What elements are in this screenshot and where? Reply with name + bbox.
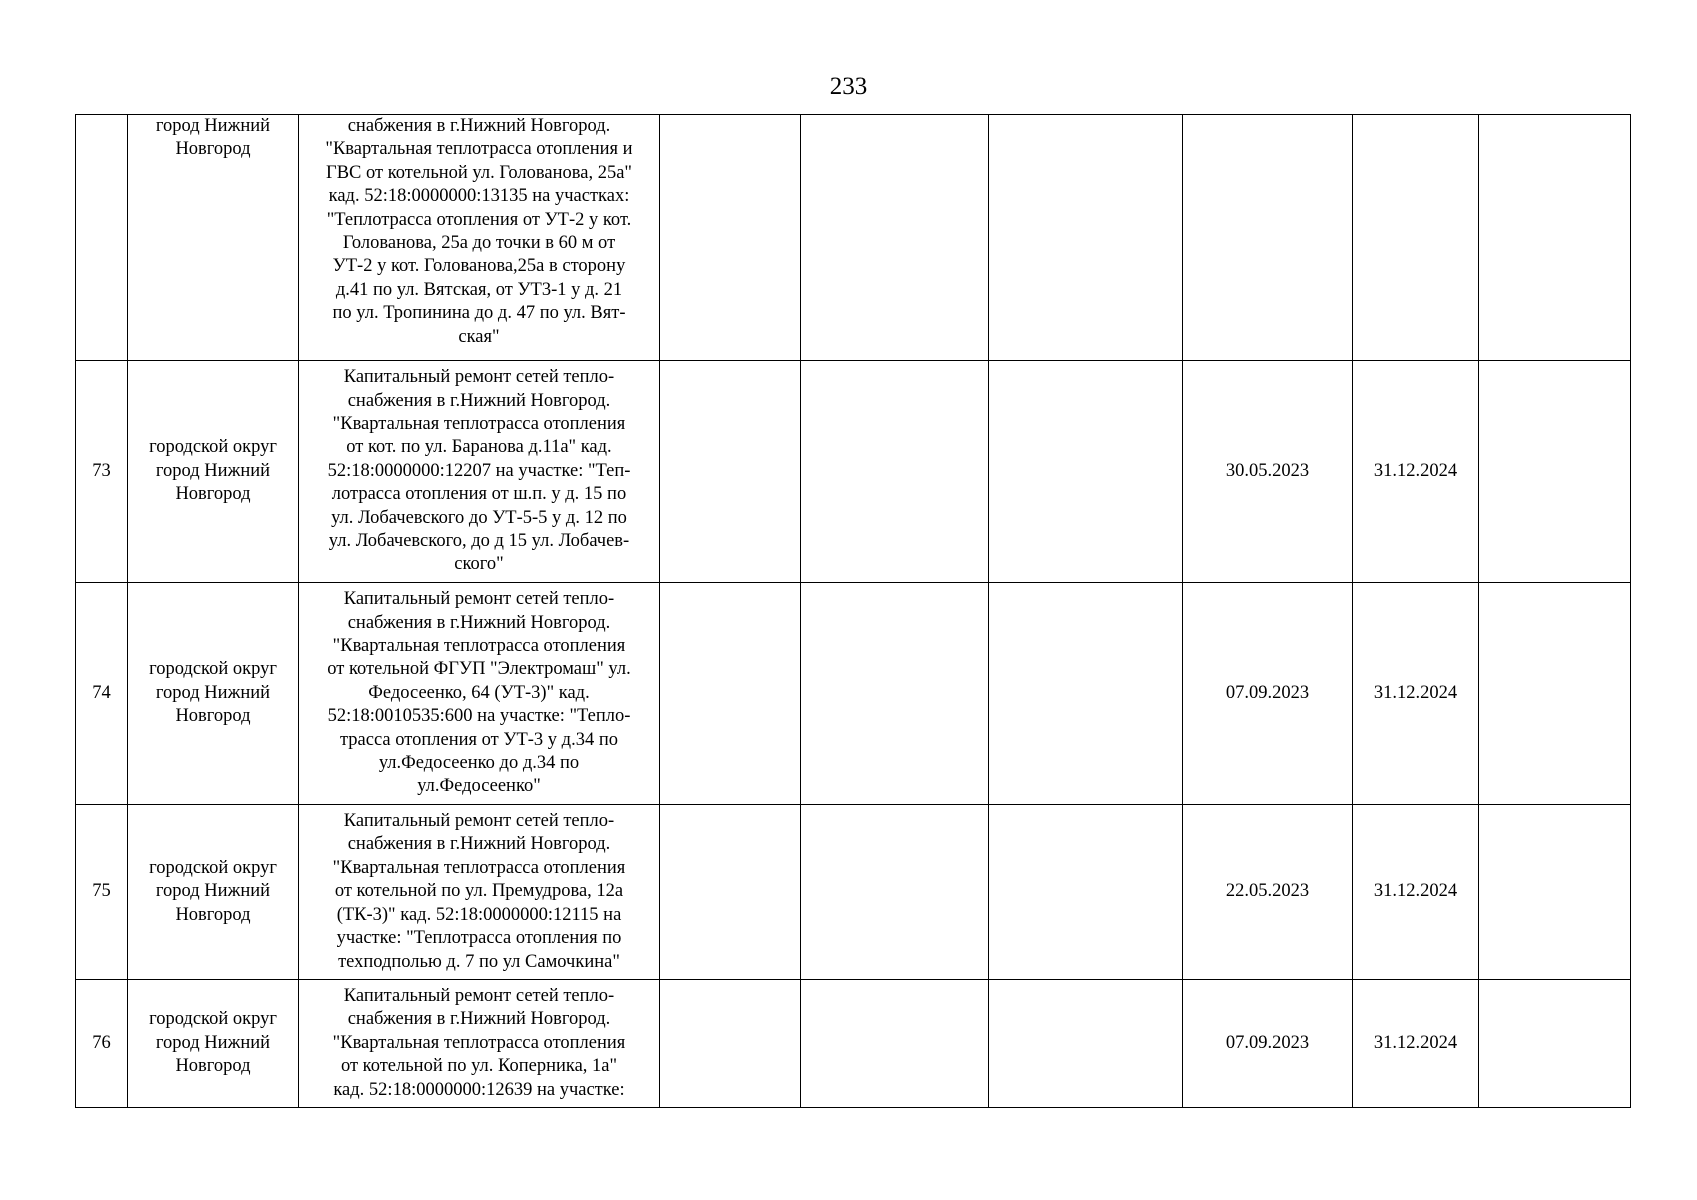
description-cell: Капитальный ремонт сетей тепло- снабжения в г.Нижний Новгород. "Квартальная теплотрасса отопления от котельной ФГУП "Электромаш" ул. Федосеенко, 64 (УТ-3)" кад. 52:18:0010535:600 на участке: "Тепло- трасса отопления от УТ-3 у д.34 по ул.Федосеенко до д.34 по ул.Федосеенко" (299, 583, 660, 805)
municipality-cell: городской округ город Нижний Новгород (128, 361, 299, 583)
empty-cell (1479, 980, 1631, 1108)
end-date-cell (1353, 115, 1479, 361)
row-number-cell: 76 (76, 980, 128, 1108)
empty-cell (660, 115, 801, 361)
start-date-cell: 07.09.2023 (1183, 980, 1353, 1108)
end-date-cell: 31.12.2024 (1353, 805, 1479, 980)
table-row (76, 805, 1631, 980)
row-number-cell: 75 (76, 805, 128, 980)
empty-cell (660, 361, 801, 583)
description-cell: Капитальный ремонт сетей тепло- снабжения в г.Нижний Новгород. "Квартальная теплотрасса отопления от котельной по ул. Коперника, 1а" кад. 52:18:0000000:12639 на участке: (299, 980, 660, 1108)
empty-cell (989, 361, 1183, 583)
municipality-cell: городской округ город Нижний Новгород (128, 805, 299, 980)
works-table (75, 114, 1631, 1108)
empty-cell (660, 805, 801, 980)
row-number-cell: 74 (76, 583, 128, 805)
empty-cell (660, 980, 801, 1108)
municipality-cell: городской округ город Нижний Новгород (128, 980, 299, 1108)
table-row (76, 115, 1631, 361)
end-date-cell: 31.12.2024 (1353, 361, 1479, 583)
row-number-cell (76, 115, 128, 361)
row-number-cell: 73 (76, 361, 128, 583)
empty-cell (1479, 361, 1631, 583)
empty-cell (1479, 115, 1631, 361)
empty-cell (801, 980, 989, 1108)
empty-cell (801, 805, 989, 980)
empty-cell (1479, 805, 1631, 980)
empty-cell (989, 115, 1183, 361)
empty-cell (660, 583, 801, 805)
table-row (76, 980, 1631, 1108)
empty-cell (989, 805, 1183, 980)
start-date-cell: 22.05.2023 (1183, 805, 1353, 980)
empty-cell (801, 583, 989, 805)
start-date-cell: 30.05.2023 (1183, 361, 1353, 583)
empty-cell (989, 583, 1183, 805)
page-number: 233 (829, 73, 868, 100)
table-row (76, 361, 1631, 583)
start-date-cell (1183, 115, 1353, 361)
description-cell: Капитальный ремонт сетей тепло- снабжения в г.Нижний Новгород. "Квартальная теплотрасса отопления от кот. по ул. Баранова д.11а" кад. 52:18:0000000:12207 на участке: "Теп- лотрасса отопления от ш.п. у д. 15 по ул. Лобачевского до УТ-5-5 у д. 12 по ул. Лобачевского, до д 15 ул. Лобачев- ского" (299, 361, 660, 583)
end-date-cell: 31.12.2024 (1353, 583, 1479, 805)
description-cell: Капитальный ремонт сетей тепло- снабжения в г.Нижний Новгород. "Квартальная теплотрасса отопления от котельной по ул. Премудрова, 12а (ТК-3)" кад. 52:18:0000000:12115 на участке: "Теплотрасса отопления по техподполью д. 7 по ул Самочкина" (299, 805, 660, 980)
end-date-cell: 31.12.2024 (1353, 980, 1479, 1108)
empty-cell (989, 980, 1183, 1108)
municipality-cell: городской округ город Нижний Новгород (128, 583, 299, 805)
empty-cell (801, 115, 989, 361)
empty-cell (1479, 583, 1631, 805)
empty-cell (801, 361, 989, 583)
table-row (76, 583, 1631, 805)
description-cell: снабжения в г.Нижний Новгород. "Квартальная теплотрасса отопления и ГВС от котельной ул. Голованова, 25а" кад. 52:18:0000000:13135 на участках: "Теплотрасса отопления от УТ-2 у кот. Голованова, 25а до точки в 60 м от УТ-2 у кот. Голованова,25а в сторону д.41 по ул. Вятская, от УТ3-1 у д. 21 по ул. Тропинина до д. 47 по ул. Вят- ская" (299, 115, 660, 361)
start-date-cell: 07.09.2023 (1183, 583, 1353, 805)
municipality-cell: город Нижний Новгород (128, 115, 299, 361)
